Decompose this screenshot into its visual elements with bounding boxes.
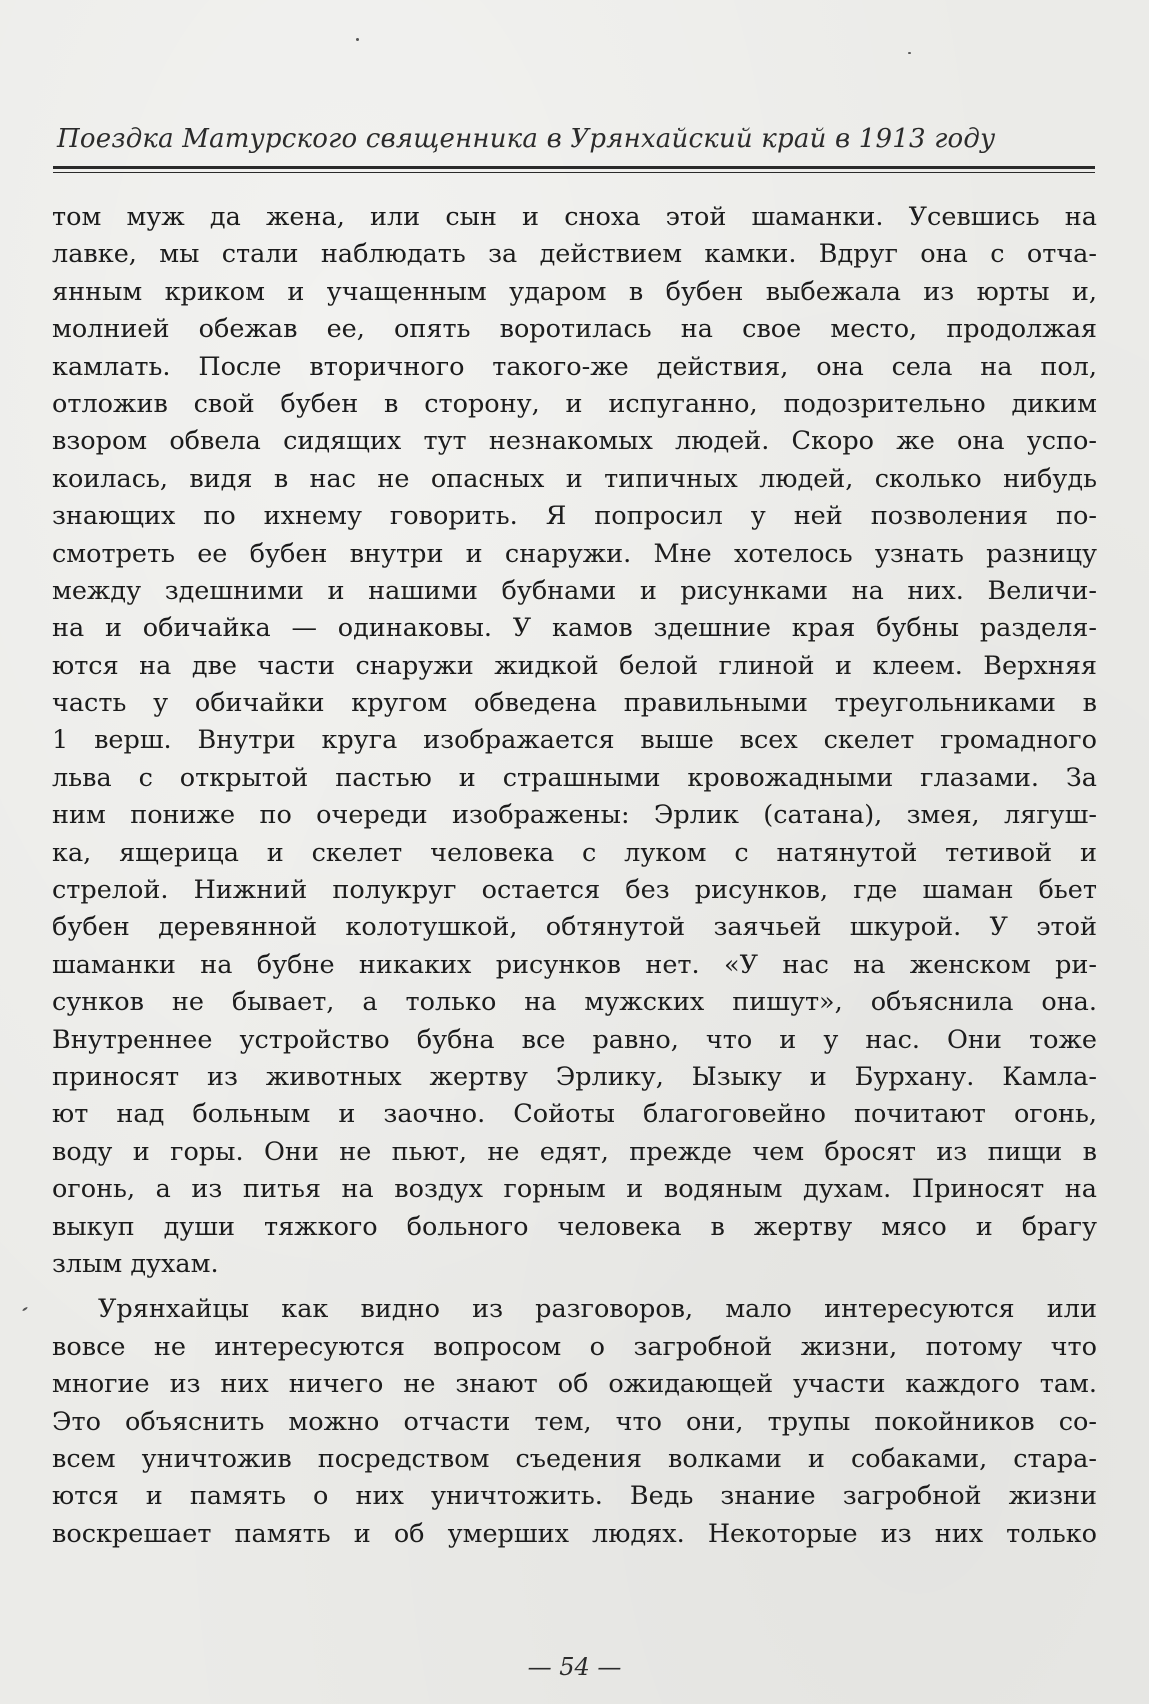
text-line: том муж да жена, или сын и сноха этой шаманки. Усевшись на <box>52 202 1097 232</box>
paragraph-1 <box>52 199 1097 1283</box>
text-line: бубен деревянной колотушкой, обтянутой заячьей шкурой. У этой <box>52 912 1097 943</box>
paragraph-2 <box>52 1291 1097 1553</box>
text-line: часть у обичайки кругом обведена правильными треугольниками в <box>52 688 1097 719</box>
paragraph-gap <box>52 1283 1097 1291</box>
page-number: — 54 — <box>527 1653 622 1681</box>
text-line: знающих по ихнему говорить. Я попросил у ней позволения по- <box>52 501 1097 532</box>
paper-speck <box>908 52 911 54</box>
text-line: льва с открытой пастью и страшными кровожадными глазами. За <box>52 762 1097 793</box>
text-line: ка, ящерица и скелет человека с луком с натянутой тетивой и <box>52 837 1097 868</box>
body-text <box>52 199 1097 1553</box>
text-line: Урянхайцы как видно из разговоров, мало интересуются или <box>98 1294 1097 1325</box>
text-line: Это объяснить можно отчасти тем, что они, трупы покойников со- <box>52 1406 1097 1437</box>
text-line: огонь, а из питья на воздух горным и водяным духам. Приносят на <box>52 1174 1097 1205</box>
text-line: ют над больным и заочно. Сойоты благоговейно почитают огонь, <box>52 1099 1097 1130</box>
text-line: взором обвела сидящих тут незнакомых людей. Скоро же она успо- <box>52 426 1097 457</box>
text-line: стрелой. Нижний полукруг остается без рисунков, где шаман бьет <box>52 875 1097 906</box>
text-line: янным криком и учащенным ударом в бубен выбежала из юрты и, <box>52 276 1097 307</box>
text-line: отложив свой бубен в сторону, и испуганно, подозрительно диким <box>52 388 1097 419</box>
text-line: злым духам. <box>52 1248 219 1279</box>
text-line: лавке, мы стали наблюдать за действием камки. Вдруг она с отча- <box>52 239 1097 270</box>
text-line: смотреть ее бубен внутри и снаружи. Мне хотелось узнать разницу <box>52 538 1097 569</box>
text-line: между здешними и нашими бубнами и рисунками на них. Величи- <box>52 575 1097 606</box>
text-line: приносят из животных жертву Эрлику, Ызыку и Бурхану. Камла- <box>52 1061 1097 1092</box>
running-head: Поездка Матурского священника в Урянхайский край в 1913 году <box>57 124 996 154</box>
text-line: молнией обежав ее, опять воротилась на свое место, продолжая <box>52 314 1097 345</box>
text-line: воскрешает память и об умерших людях. Некоторые из них только <box>52 1518 1097 1549</box>
text-line: выкуп души тяжкого больного человека в жертву мясо и брагу <box>52 1211 1097 1242</box>
paper-speck <box>22 1306 28 1311</box>
text-line: ним пониже по очереди изображены: Эрлик (сатана), змея, лягуш- <box>52 800 1097 831</box>
paper-speck <box>356 38 359 41</box>
text-line: на и обичайка — одинаковы. У камов здешние края бубны разделя- <box>52 613 1097 644</box>
text-line: шаманки на бубне никаких рисунков нет. «У нас на женском ри- <box>52 949 1097 980</box>
header-rule-thin <box>53 172 1095 173</box>
text-line: воду и горы. Они не пьют, не едят, прежде чем бросят из пищи в <box>52 1136 1097 1167</box>
header-rule-thick <box>53 166 1095 169</box>
text-line: коилась, видя в нас не опасных и типичных людей, сколько нибудь <box>52 463 1097 494</box>
text-line: вовсе не интересуются вопросом о загробной жизни, потому что <box>52 1331 1097 1362</box>
text-line: сунков не бывает, а только на мужских пишут», объяснила она. <box>52 987 1097 1018</box>
text-line: 1 верш. Внутри круга изображается выше всех скелет громадного <box>52 725 1097 756</box>
text-line: многие из них ничего не знают об ожидающей участи каждого там. <box>52 1369 1097 1400</box>
text-line: ются на две части снаружи жидкой белой глиной и клеем. Верхняя <box>52 650 1097 681</box>
text-line: всем уничтожив посредством съедения волками и собаками, стара- <box>52 1443 1097 1474</box>
text-line: камлать. После вторичного такого-же действия, она села на пол, <box>52 351 1097 382</box>
text-line: ются и память о них уничтожить. Ведь знание загробной жизни <box>52 1481 1097 1512</box>
text-line: Внутреннее устройство бубна все равно, что и у нас. Они тоже <box>52 1024 1097 1055</box>
